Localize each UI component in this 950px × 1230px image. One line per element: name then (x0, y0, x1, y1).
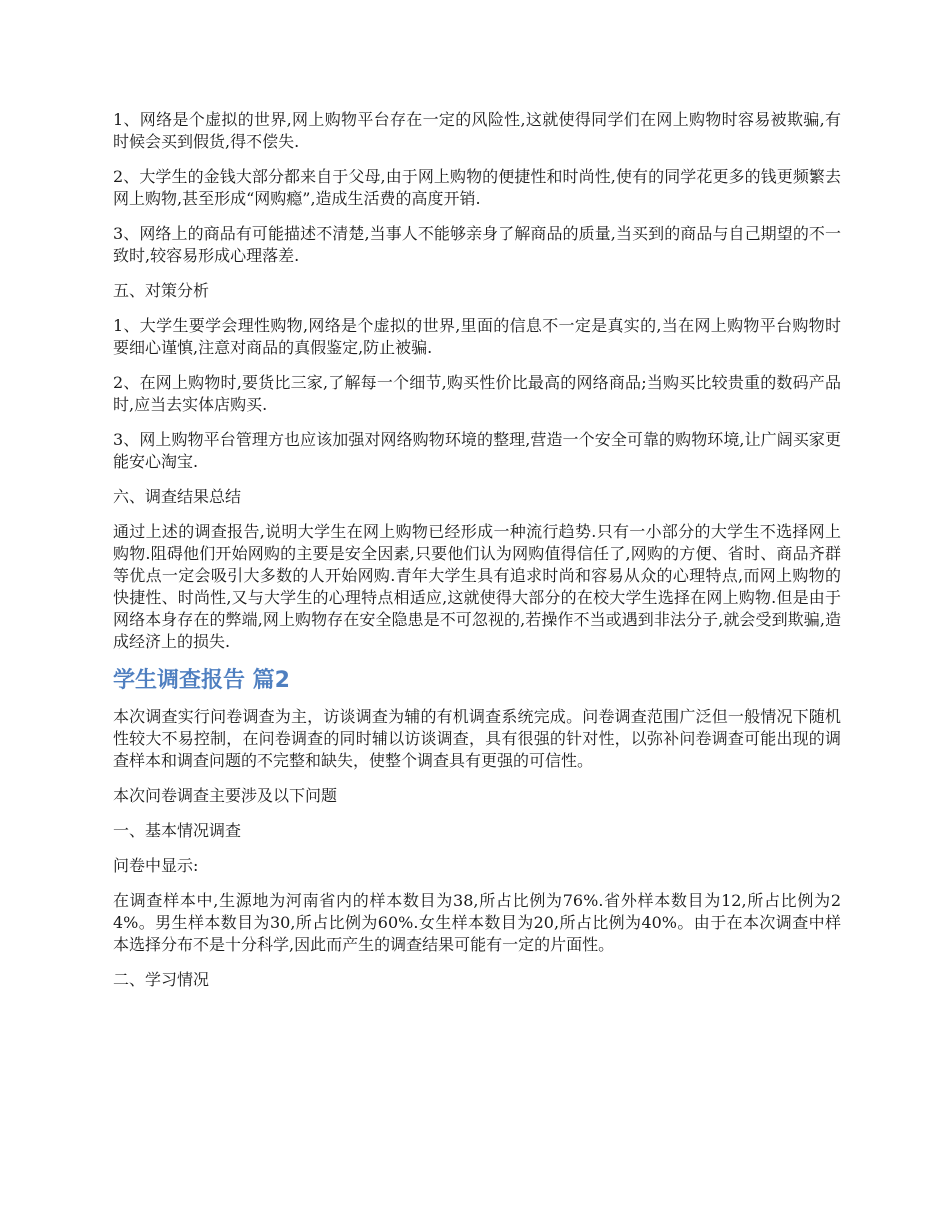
document-page (113, 109, 841, 1004)
study-situation-heading: 二、学习情况 (113, 970, 210, 989)
countermeasure-paragraph-2: 2、在网上购物时,要货比三家,了解每一个细节,购买性价比最高的网络商品;当购买比较贵重的数码产品时,应当去实体店购买. (113, 373, 841, 414)
survey-issues-line: 本次问卷调查主要涉及以下问题 (113, 786, 338, 805)
risk-paragraph-1: 1、网络是个虚拟的世界,网上购物平台存在一定的风险性,这就使得同学们在网上购物时容易被欺骗,有时候会买到假货,得不偿失. (113, 110, 841, 151)
risk-paragraph-3: 3、网络上的商品有可能描述不清楚,当事人不能够亲身了解商品的质量,当买到的商品与自己期望的不一致时,较容易形成心理落差. (113, 224, 841, 265)
risk-paragraph-2: 2、大学生的金钱大部分都来自于父母,由于网上购物的便捷性和时尚性,使有的同学花更多的钱更频繁去网上购物,甚至形成“网购瘾”,造成生活费的高度开销. (113, 167, 841, 208)
countermeasure-paragraph-3: 3、网上购物平台管理方也应该加强对网络购物环境的整理,营造一个安全可靠的购物环境,让广阔买家更能安心淘宝. (113, 430, 841, 471)
sample-stats-paragraph: 在调查样本中,生源地为河南省内的样本数目为38,所占比例为76%.省外样本数目为12,所占比例为24%。男生样本数目为30,所占比例为60%.女生样本数目为20,所占比例为40%。由于在本次调查中样本选择分布不是十分科学,因此而产生的调查结果可能有一定的片面性。 (113, 891, 841, 954)
countermeasure-paragraph-1: 1、大学生要学会理性购物,网络是个虚拟的世界,里面的信息不一定是真实的,当在网上购物平台购物时要细心谨慎,注意对商品的真假鉴定,防止被骗. (113, 316, 841, 357)
summary-paragraph: 通过上述的调查报告,说明大学生在网上购物已经形成一种流行趋势.只有一小部分的大学生不选择网上购物.阻碍他们开始网购的主要是安全因素,只要他们认为网购值得信任了,网购的方便、省时、商品齐群等优点一定会吸引大多数的人开始网购.青年大学生具有追求时尚和容易从众的心理特点,而网上购物的快捷性、时尚性,又与大学生的心理特点相适应,这就使得大部分的在校大学生选择在网上购物.但是由于网络本身存在的弊端,网上购物存在安全隐患是不可忽视的,若操作不当或遇到非法分子,就会受到欺骗,造成经济上的损失. (113, 522, 841, 651)
countermeasure-heading: 五、对策分析 (113, 281, 210, 300)
report-2-intro: 本次调查实行问卷调查为主，访谈调查为辅的有机调查系统完成。问卷调查范围广泛但一般情况下随机性较大不易控制，在问卷调查的同时辅以访谈调查，具有很强的针对性，以弥补问卷调查可能出现的调查样本和调查问题的不完整和缺失，使整个调查具有更强的可信性。 (113, 707, 841, 770)
basic-info-heading: 一、基本情况调查 (113, 821, 242, 840)
summary-heading: 六、调查结果总结 (113, 487, 242, 506)
report-2-title: 学生调查报告 篇2 (113, 668, 290, 693)
questionnaire-shows-line: 问卷中显示: (113, 856, 199, 875)
